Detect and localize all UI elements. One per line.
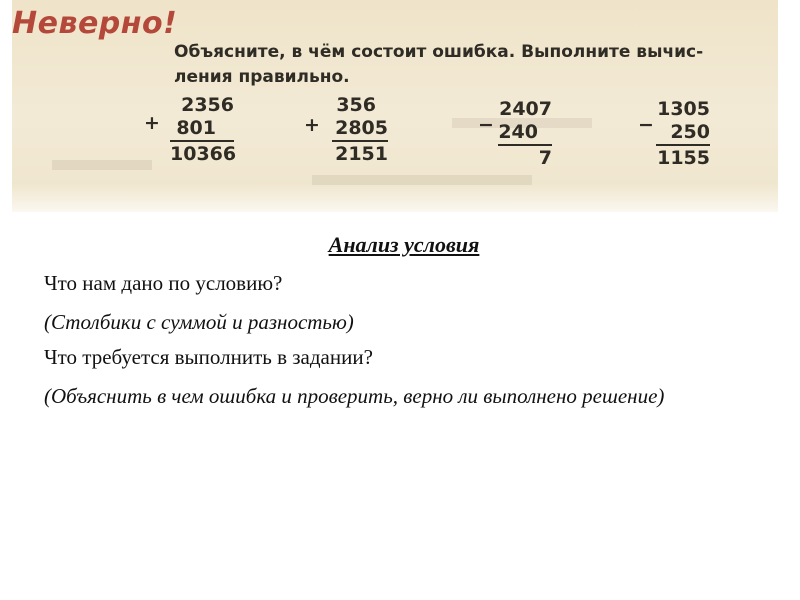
result: 2151 bbox=[332, 140, 388, 166]
textbook-scan bbox=[12, 0, 778, 212]
operand-top: 2407 bbox=[499, 98, 552, 120]
operand-bottom: 801 bbox=[176, 117, 216, 139]
operand-top: 1305 bbox=[657, 98, 710, 120]
column-example-4 bbox=[656, 98, 710, 170]
error-badge: Неверно! bbox=[12, 6, 178, 41]
analysis-section bbox=[44, 232, 764, 412]
operand-bottom: 250 bbox=[670, 121, 710, 143]
operand-bottom: 240 bbox=[498, 121, 538, 143]
result: 7 bbox=[498, 144, 552, 170]
operand-top: 356 bbox=[336, 94, 376, 116]
instruction-line: Объясните, в чём состоит ошибка. Выполните вычис-ления правильно. bbox=[174, 42, 704, 87]
minus-sign-2: − bbox=[638, 114, 654, 136]
plus-sign-2: + bbox=[304, 114, 320, 136]
answer-given: (Столбики с суммой и разностью) bbox=[44, 310, 354, 334]
instruction-text bbox=[174, 40, 754, 90]
question-given: Что нам дано по условию? bbox=[44, 271, 283, 295]
operand-bottom: 2805 bbox=[335, 117, 388, 139]
analysis-heading: Анализ условия bbox=[328, 232, 480, 257]
answer-task: (Объяснить в чем ошибка и проверить, верно ли выполнено решение) bbox=[44, 384, 665, 408]
minus-sign-1: − bbox=[478, 114, 494, 136]
operand-top: 2356 bbox=[181, 94, 234, 116]
plus-sign-1: + bbox=[144, 112, 160, 134]
faded-background-text bbox=[52, 160, 152, 170]
column-example-2 bbox=[332, 94, 388, 166]
result: 1155 bbox=[656, 144, 710, 170]
column-example-1 bbox=[170, 94, 237, 166]
question-task: Что требуется выполнить в задании? bbox=[44, 345, 373, 369]
result: 10366 bbox=[170, 140, 234, 166]
column-example-3 bbox=[498, 98, 552, 170]
faded-background-text bbox=[312, 175, 532, 185]
